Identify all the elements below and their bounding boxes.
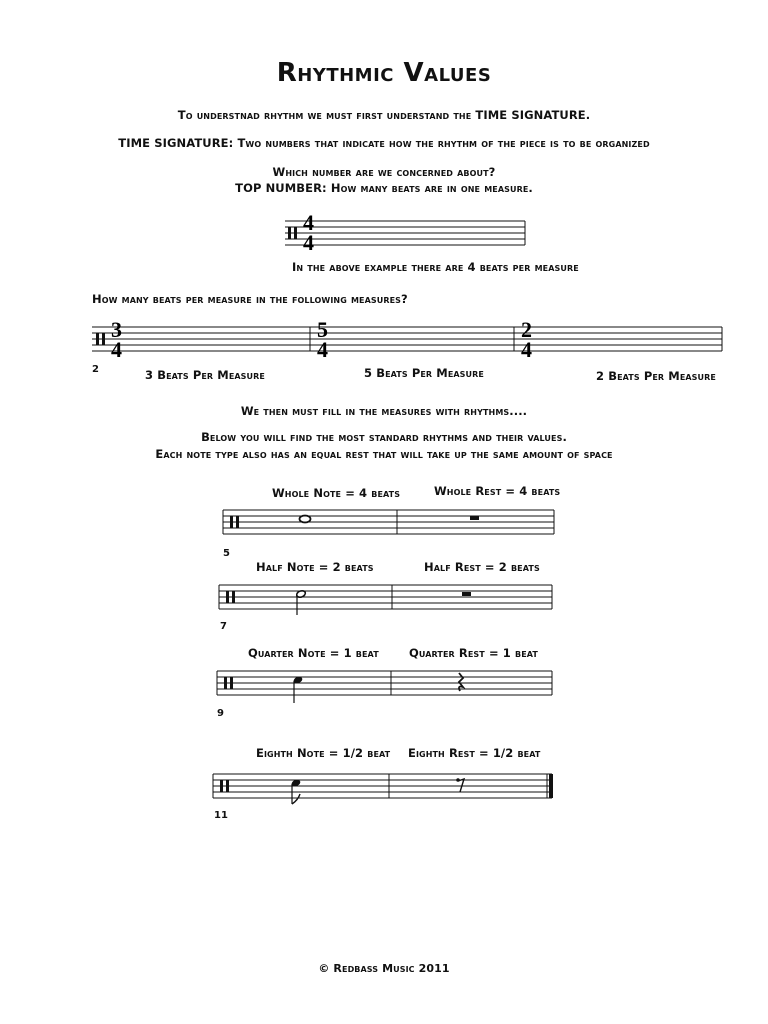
measure-number: 5	[223, 548, 230, 559]
intro-line: To understnad rhythm we must first understand the TIME SIGNATURE.	[177, 108, 591, 122]
half-note-label: Half Note = 2 beats	[256, 560, 374, 574]
rhythms-intro-1: We then must fill in the measures with rhythms....	[240, 404, 528, 418]
eighth-note-icon	[291, 779, 302, 804]
percussion-clef-icon	[220, 780, 223, 792]
half-rest-label: Half Rest = 2 beats	[424, 560, 540, 574]
percussion-clef-icon	[96, 333, 99, 345]
exercise-prompt: How many beats per measure in the following measures?	[92, 292, 408, 306]
example-staff	[280, 205, 530, 255]
eighth-staff	[212, 772, 556, 808]
whole-rest-icon	[470, 516, 479, 520]
footer-copyright: © Redbass Music 2011	[318, 962, 450, 975]
whole-staff	[222, 508, 558, 538]
measure-number: 9	[217, 708, 224, 719]
percussion-clef-icon	[224, 677, 227, 689]
eighth-note-label: Eighth Note = 1/2 beat	[256, 746, 391, 760]
top-number-line	[0, 181, 768, 195]
measure-1-bottom: 4	[111, 337, 122, 362]
whole-note-icon	[300, 516, 311, 523]
half-staff	[218, 583, 556, 617]
time-sig-bottom: 4	[303, 230, 314, 255]
percussion-clef-icon	[230, 516, 233, 528]
rhythms-intro-2: Below you will find the most standard rhythms and their values.	[201, 430, 567, 444]
whole-note-label: Whole Note = 4 beats	[272, 486, 401, 500]
eighth-rest-label: Eighth Rest = 1/2 beat	[408, 746, 541, 760]
quarter-staff	[216, 669, 556, 705]
half-rest-icon	[462, 592, 471, 596]
final-barline	[549, 774, 553, 798]
measure-3-top: 2	[521, 317, 532, 342]
quarter-rest-icon	[459, 673, 463, 691]
percussion-clef-icon	[288, 227, 291, 239]
measure-number: 2	[92, 364, 99, 375]
definition-line	[0, 136, 768, 150]
measure-2-bottom: 4	[317, 337, 328, 362]
definition-text: Two numbers that indicate how the rhythm of the piece is to be organized	[237, 136, 650, 150]
measure-2-top: 5	[317, 317, 328, 342]
measure-number: 11	[214, 810, 228, 821]
whole-rest-label: Whole Rest = 4 beats	[434, 484, 561, 498]
answer-1: 3 Beats Per Measure	[145, 368, 265, 382]
quarter-rest-label: Quarter Rest = 1 beat	[409, 646, 538, 660]
quarter-note-label: Quarter Note = 1 beat	[248, 646, 379, 660]
rhythms-intro-3: Each note type also has an equal rest that will take up the same amount of space	[155, 447, 613, 461]
page-title: Rhythmic Values	[276, 58, 492, 88]
measure-3-bottom: 4	[521, 337, 532, 362]
half-note-icon	[296, 590, 307, 615]
question-line: Which number are we concerned about?	[272, 165, 496, 179]
definition-term: TIME SIGNATURE:	[118, 136, 234, 150]
answer-3: 2 Beats Per Measure	[596, 369, 716, 383]
example-caption: In the above example there are 4 beats per measure	[292, 260, 579, 274]
percussion-clef-icon	[226, 591, 229, 603]
measure-number: 7	[220, 621, 227, 632]
top-number-term: TOP NUMBER:	[235, 181, 327, 195]
time-sig-top: 4	[303, 210, 314, 235]
answer-2: 5 Beats Per Measure	[364, 366, 484, 380]
measure-1-top: 3	[111, 317, 122, 342]
exercise-staff	[90, 315, 730, 365]
top-number-text: How many beats are in one measure.	[330, 181, 533, 195]
